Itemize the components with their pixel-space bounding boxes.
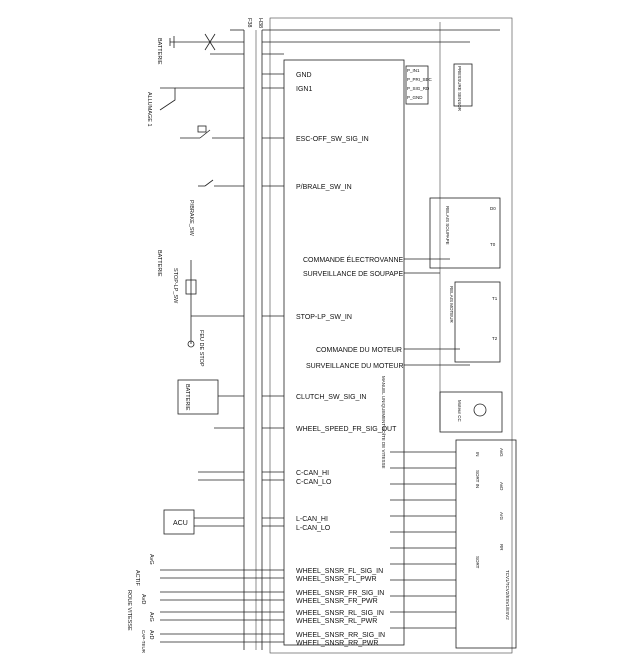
pin-pbrake: P/BRALE_SW_IN (296, 184, 352, 191)
valve-avd-label: AvD (499, 482, 504, 491)
psig-2: P_PRI_SEC (407, 77, 432, 82)
pin-fl-pwr: WHEEL_SNSR_FL_PWR (296, 576, 377, 583)
actif-label: ACTIF (134, 570, 140, 586)
feu-stop-label: FEU DE STOP (198, 330, 204, 367)
pin-l-can-lo: L-CAN_LO (296, 525, 331, 532)
pbrake-switch (205, 180, 213, 186)
connector-label-h38: H38 (257, 18, 263, 29)
arg-label: ArG (148, 612, 154, 622)
valve-arg-label: ArG (499, 512, 504, 521)
psig-4: P_GND (407, 95, 423, 100)
batterie-top-label: BATTERIE (156, 38, 162, 65)
esc-off-switch-group (180, 126, 244, 138)
pin-commande-moteur: COMMANDE DU MOTEUR (316, 347, 402, 354)
pin-surveillance-soupape: SURVEILLANCE DE SOUPAPE (303, 271, 404, 278)
valve-in-label: IN (475, 452, 480, 457)
pin-esc-off: ESC-OFF_SW_SIG_IN (296, 136, 369, 143)
relais-soupape-label: RELAIS SOUPAPE (445, 206, 450, 245)
pin-c-can-hi: C-CAN_HI (296, 470, 330, 477)
wheel-sensor-wires (160, 570, 284, 642)
valve-sort-in-label: SORT IN (475, 470, 480, 489)
pressure-sensor-box (454, 64, 472, 106)
valve-block-label: TCV1/TCV2/ESV1/ESV2 (505, 570, 510, 620)
pin-fr-pwr: WHEEL_SNSR_FR_PWR (296, 598, 378, 605)
valve-avg-label: AvG (499, 448, 504, 457)
stop-lp-group (156, 250, 244, 367)
moteur-cc-label: Moteur CC (457, 400, 462, 422)
t0-label: T0 (490, 242, 496, 247)
pin-clutch: CLUTCH_SW_SIG_IN (296, 394, 367, 401)
pin-fl-sig: WHEEL_SNSR_FL_SIG_IN (296, 568, 384, 575)
t2-label: T2 (492, 336, 498, 341)
ignition-wire (160, 88, 175, 110)
esc-switch (200, 130, 210, 138)
t1-label: T1 (492, 296, 498, 301)
ard-label: ArD (148, 630, 154, 640)
wheel-sensors-group (126, 554, 154, 654)
capteur-label: CAP-TEUR (141, 630, 146, 654)
pin-rl-sig: WHEEL_SNSR_RL_SIG_IN (296, 610, 384, 617)
pin-rl-pwr: WHEEL_SNSR_RL_PWR (296, 618, 378, 625)
avd-label: AvD (140, 594, 146, 605)
pin-rr-pwr: WHEEL_SNSR_RR_PWR (296, 640, 379, 647)
moteur-cc-box (440, 392, 502, 432)
acu-label: ACU (173, 520, 188, 527)
d0-label: D0 (490, 206, 496, 211)
pin-l-can-hi: L-CAN_HI (296, 516, 328, 523)
pin-gnd: GND (296, 72, 312, 79)
manual-label: MANUEL UNIQUEMENT BOÎTE DE VITESSE (381, 376, 386, 469)
avg1-label: AvG (148, 554, 154, 565)
pin-fr-sig: WHEEL_SNSR_FR_SIG_IN (296, 590, 385, 597)
valve-wires (390, 452, 456, 628)
esc-switch-box (198, 126, 206, 132)
relais-moteur-box (455, 282, 500, 362)
psig-3: P_SIG_RD (407, 86, 430, 91)
pin-rr-sig: WHEEL_SNSR_RR_SIG_IN (296, 632, 386, 639)
pbrake-group (188, 180, 244, 237)
allumage-label: ALLUMAGE 1 (146, 92, 152, 127)
pin-c-can-lo: C-CAN_LO (296, 479, 332, 486)
pressure-sensor-label: PRESSURE SENSOR (457, 66, 462, 112)
pin-wheel-speed-out: WHEEL_SPEED_FR_SIG_OUT (296, 426, 397, 433)
roue-vitesse-label: ROUE VITESSE (126, 590, 132, 631)
allumage-group (146, 88, 244, 127)
pin-surveillance-moteur: SURVEILLANCE DU MOTEUR (306, 363, 404, 370)
pin-ign1: IGN1 (296, 86, 313, 93)
valve-sort-label: SORT (475, 556, 480, 569)
valve-rr-label: RR (499, 544, 504, 551)
batterie-box-label: BATTERIE (184, 384, 190, 411)
pbrake-label: P/BRAKE_SW (188, 200, 194, 236)
relais-moteur-label: RELAIS MOTEUR (449, 286, 454, 323)
battery-top-group (156, 30, 500, 65)
connector-label-f38: F38 (246, 18, 252, 28)
stop-lp-label: STOP-LP_SW (172, 268, 178, 304)
batterie-mid-label: BATTERIE (156, 250, 162, 277)
batterie-box (178, 380, 218, 414)
motor-icon (474, 404, 486, 416)
pin-stop-lp: STOP-LP_SW_IN (296, 314, 352, 321)
psig-1: P_IN1 (407, 68, 420, 73)
pin-commande-electrovanne: COMMANDE ÉLECTROVANNE (303, 257, 404, 264)
